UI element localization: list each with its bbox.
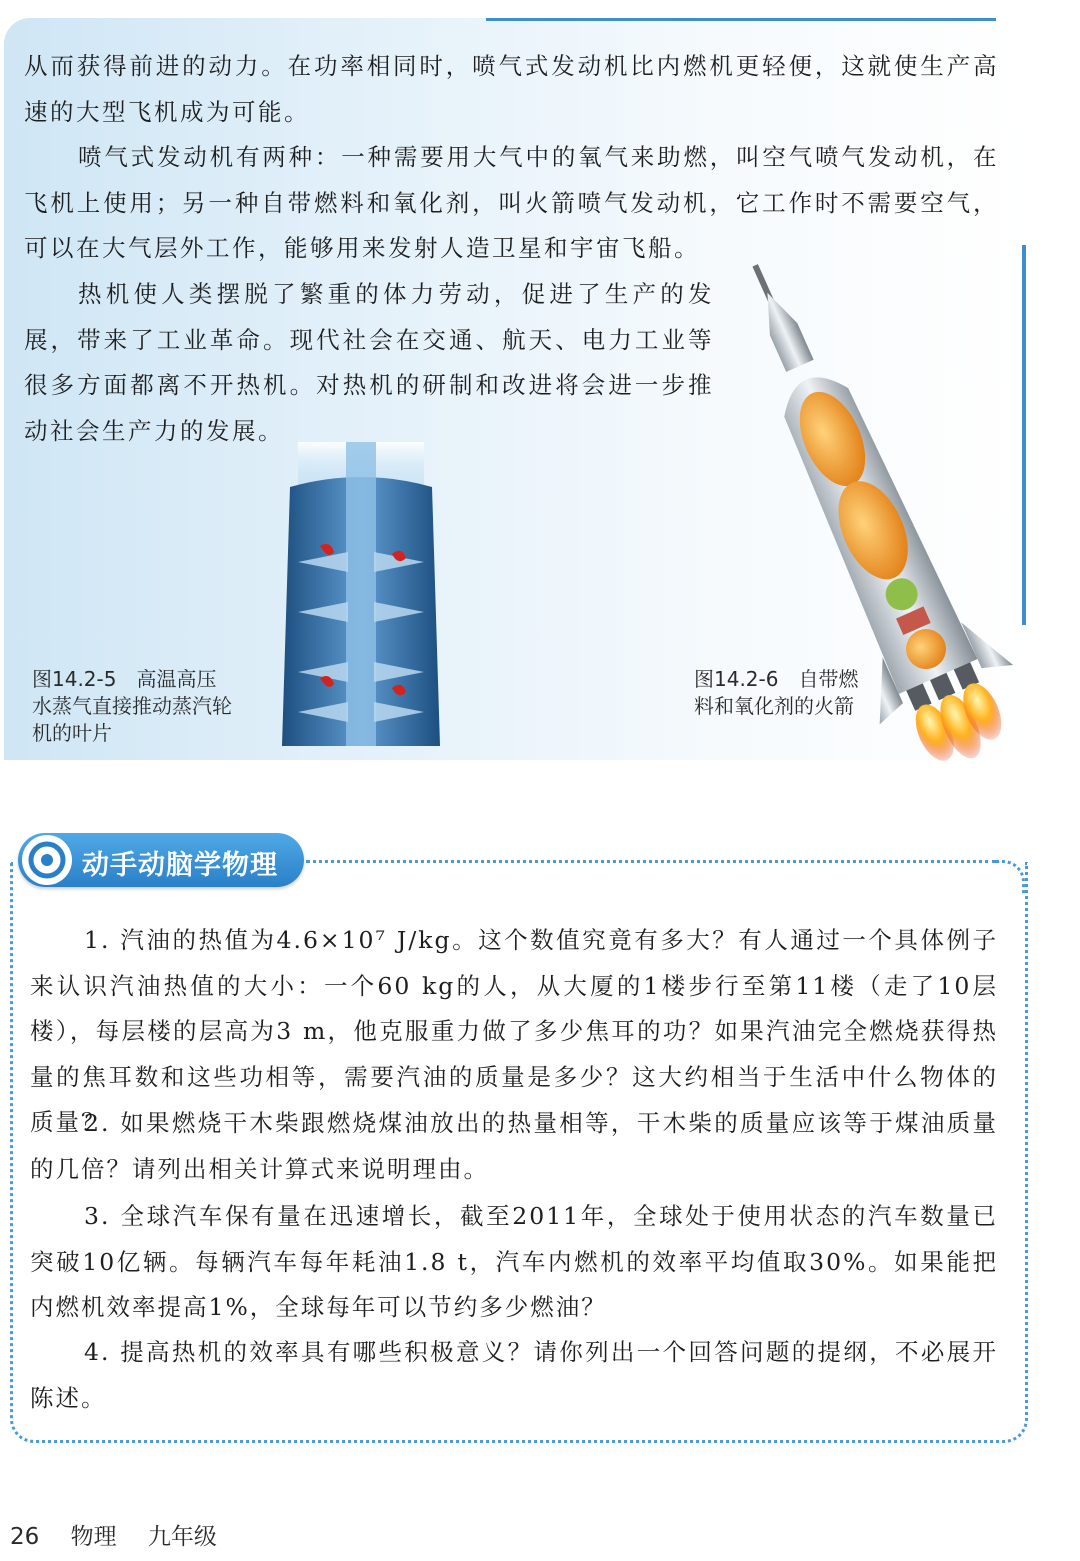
footer-subject: 物理: [70, 1524, 117, 1550]
target-icon: [22, 835, 72, 885]
exercise-box-top-border: [306, 860, 996, 863]
paragraph-jet-engine-power: 从而获得前进的动力。在功率相同时，喷气式发动机比内燃机更轻便，这就使生产高速的大型飞机成为可能。: [24, 52, 999, 126]
page-footer: [10, 1518, 241, 1551]
activity-heading-badge: [18, 833, 304, 887]
activity-heading-label: 动手动脑学物理: [82, 850, 278, 881]
figure-caption-steam-turbine: 图14.2-5 高温高压水蒸气直接推动蒸汽轮机的叶片: [32, 667, 232, 745]
steam-turbine-illustration: [268, 442, 454, 746]
paragraph-jet-engine-types: 喷气式发动机有两种：一种需要用大气中的氧气来助燃，叫空气喷气发动机，在飞机上使用；另一种自带燃料和氧化剂，叫火箭喷气发动机，它工作时不需要空气，可以在大气层外工作，能够用来发射人造卫星和宇宙飞船。: [24, 143, 999, 262]
paragraph-heat-engine-significance: 热机使人类摆脱了繁重的体力劳动，促进了生产的发展，带来了工业革命。现代社会在交通、航天、电力工业等很多方面都离不开热机。对热机的研制和改进将会进一步推动社会生产力的发展。: [24, 280, 714, 445]
top-accent-rule: [486, 18, 996, 21]
page-number: 26: [10, 1524, 40, 1550]
exercise-2: 2. 如果燃烧干木柴跟燃烧煤油放出的热量相等，干木柴的质量应该等于煤油质量的几倍？请列出相关计算式来说明理由。: [30, 1109, 998, 1183]
exercise-3: 3. 全球汽车保有量在迅速增长，截至2011年，全球处于使用状态的汽车数量已突破10亿辆。每辆汽车每年耗油1.8 t，汽车内燃机的效率平均值取30%。如果能把内燃机效率提高1%，全球每年可以节约多少燃油？: [30, 1202, 998, 1321]
footer-grade: 九年级: [147, 1524, 217, 1550]
exercise-4: 4. 提高热机的效率具有哪些积极意义？请你列出一个回答问题的提纲，不必展开陈述。: [30, 1338, 998, 1412]
figure-caption-rocket: 图14.2-6 自带燃料和氧化剂的火箭: [694, 667, 859, 718]
exercise-1: 1. 汽油的热值为4.6×10⁷ J/kg。这个数值究竟有多大？有人通过一个具体例子来认识汽油热值的大小：一个60 kg的人，从大厦的1楼步行至第11楼（走了10层楼），每层楼的层高为3 m，他克服重力做了多少焦耳的功？如果汽油完全燃烧获得热量的焦耳数和这些功相等，需要汽油的质量是多少？这大约相当于生活中什么物体的质量？: [30, 926, 998, 1136]
